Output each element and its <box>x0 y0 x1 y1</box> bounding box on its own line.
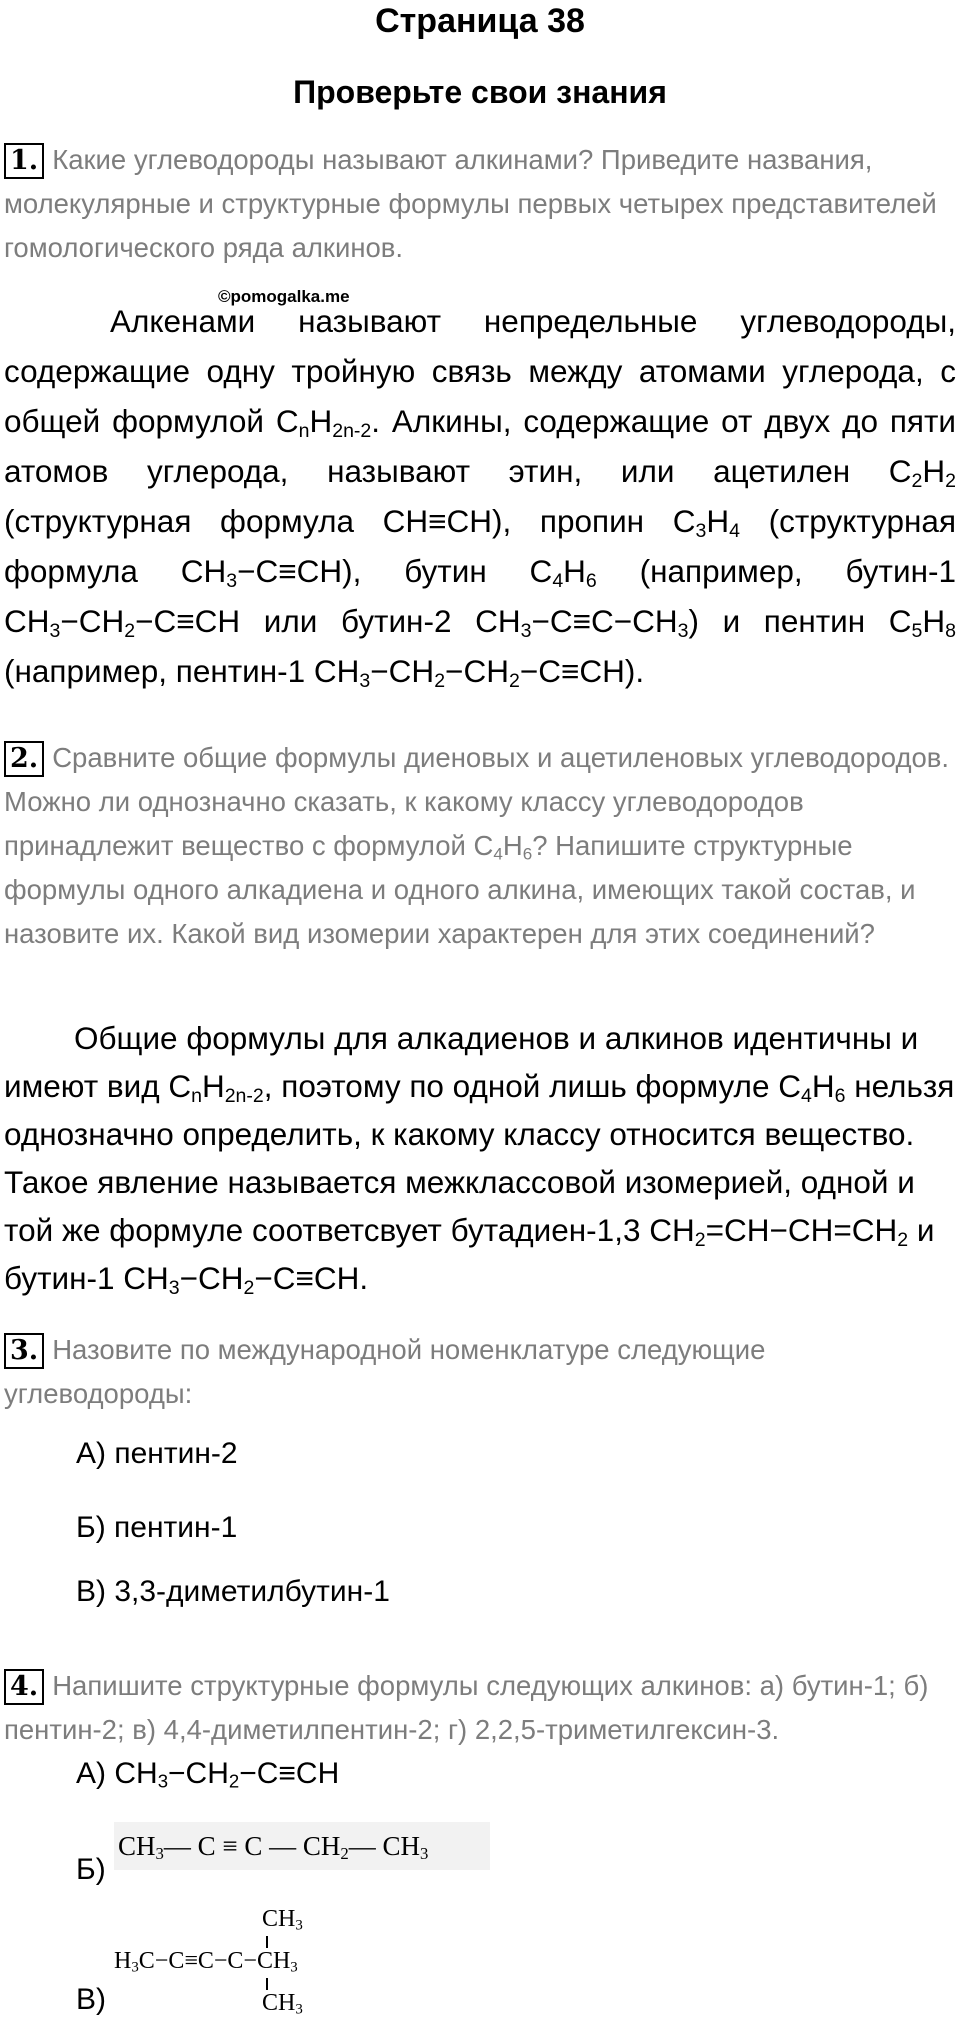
question-4 <box>4 1664 956 1752</box>
question-number-4: 4. <box>4 1669 44 1705</box>
question-4-text: Напишите структурные формулы следующих алкинов: а) бутин-1; б) пентин-2; в) 4,4-диметилпентин-2; г) 2,2,5-триметилгексин-3. <box>4 1670 929 1745</box>
formula-dimethylpentyne <box>112 1904 372 2020</box>
formula-top-group: $CH_3$ <box>262 1906 303 1934</box>
answer-4-item-c-label: В) <box>76 1983 106 2016</box>
page-title: Страница 38 <box>375 2 585 40</box>
question-number-3: 3. <box>4 1333 44 1369</box>
answer-4-item-b-label: Б) <box>76 1853 106 1886</box>
question-number-1: 1. <box>4 143 44 179</box>
formula-pentyne-2: $CH_3—$ C ≡ C — $CH_2—$ $CH_3$ <box>114 1822 490 1870</box>
answer-4-item-a: А) $CH_3-CH_2-C\equiv CH$ <box>76 1757 340 1792</box>
question-number-2: 2. <box>4 741 44 777</box>
answer-2: Общие формулы для алкадиенов и алкинов идентичны и имеют вид $C_nH_{2n-2}$, поэтому по одной лишь формуле $C_4H_6$ нельзя однозначно определить, к какому классу относится вещество. Такое явление называется межклассовой изомерией, одной и той же формуле соответсвует бутадиен-1,3 $CH_2=CH-CH=CH_2$ и бутин-1 $CH_3-CH_2-C\equiv CH$. <box>4 1020 955 1299</box>
answer-3-item-b: Б) пентин-1 <box>76 1511 238 1544</box>
question-1-text: Какие углеводороды называют алкинами? Приведите названия, молекулярные и структурные формулы первых четырех представителей гомологического ряда алкинов. <box>4 144 937 263</box>
question-3-text: Назовите по международной номенклатуре следующие углеводороды: <box>4 1334 766 1409</box>
section-title: Проверьте свои знания <box>293 74 667 110</box>
watermark: ©pomogalka.me <box>218 287 350 306</box>
answer-1: Алкенами называют непредельные углеводороды, содержащие одну тройную связь между атомами углерода, с общей формулой $C_nH_{2n-2}$. Алкины, содержащие от двух до пяти атомов углерода, называют этин, или ацетилен $C_2H_2$ (структурная формула CH≡CH), пропин $C_3H_4$ (структурная формула $CH_3-C\equiv CH$), бутин $C_4H_6$ (например, бутин-1 $CH_3-CH_2-C\equiv CH$ или бутин-2 $CH_3-C\equiv C-CH_3$) и пентин $C_5H_8$ (например, пентин-1 $CH_3-CH_2-CH_2-C\equiv CH$). <box>4 303 957 692</box>
question-3 <box>4 1328 956 1416</box>
question-1 <box>4 138 956 270</box>
bond-line-bottom <box>266 1978 268 1990</box>
answer-3-item-a: А) пентин-2 <box>76 1437 238 1470</box>
formula-main-chain: $H_3C-C\equiv C-C-CH_3$ <box>114 1948 298 1976</box>
bond-line-top <box>266 1936 268 1948</box>
formula-bottom-group: $CH_3$ <box>262 1990 303 2018</box>
answer-3-item-c: В) 3,3-диметилбутин-1 <box>76 1575 390 1608</box>
question-2: 2. Сравните общие формулы диеновых и ацетиленовых углеводородов. Можно ли однозначно сказать, к какому классу углеводородов принадлежит вещество с формулой $C_4H_6$? Напишите структурные формулы одного алкадиена и одного алкина, имеющих такой состав, и назовите их. Какой вид изомерии характерен для этих соединений? <box>4 742 950 949</box>
